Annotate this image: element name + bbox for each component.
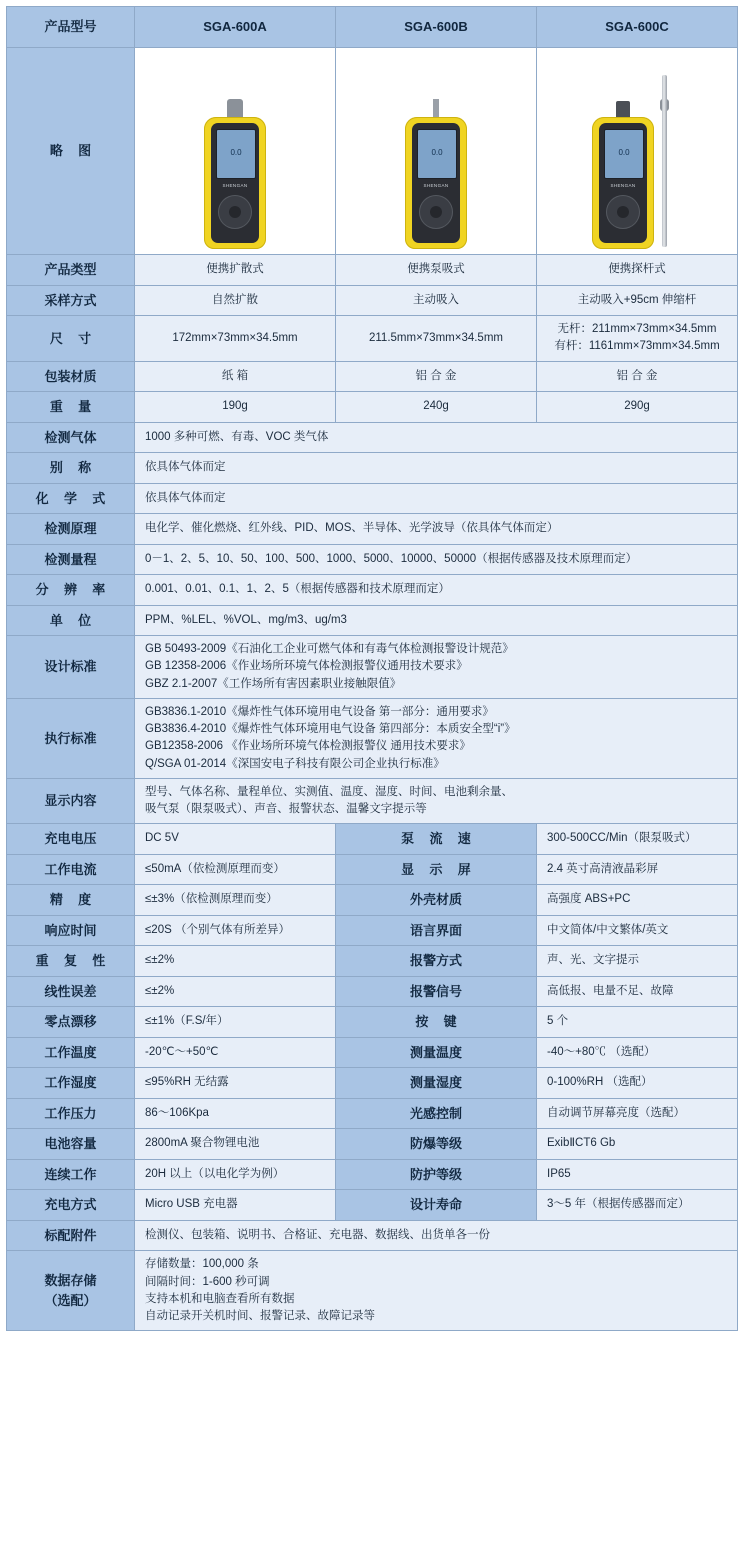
cell-line: GB 50493-2009《石油化工企业可燃气体和有毒气体检测报警设计规范》 [145,643,514,655]
row-value-防爆等级: ExibⅡCT6 Gb [537,1129,738,1160]
row-label-line: 数据存储 [44,1273,97,1289]
cell-line: GB3836.4-2010《爆炸性气体环境用电气设备 第四部分：本质安全型“i”》 [145,723,516,735]
row-value-测量湿度: 0-100%RH （选配） [537,1068,738,1099]
row-value-尺寸-1: 172mm×73mm×34.5mm [135,316,336,362]
table-row [7,605,738,636]
cell-line: 自动记录开关机时间、报警记录、故障记录等 [145,1310,375,1322]
row-label-零点漂移: 零点漂移 [7,1007,135,1038]
cell-line: GB 12358-2006《作业场所环境气体检测报警仪通用技术要求》 [145,660,468,673]
table-row [7,392,738,423]
model-a: SGA-600A [135,7,336,48]
table-row [7,1129,738,1160]
row-label-响应时间: 响应时间 [7,915,135,946]
device-image-c [537,48,738,255]
device-brand-b: SHENGAN [423,183,449,188]
row-value-显示屏: 2.4 英寸高清液晶彩屏 [537,854,738,885]
row-value-检测气体: 1000 多种可燃、有毒、VOC 类气体 [135,422,738,453]
row-value-报警信号: 高低报、电量不足、故障 [537,976,738,1007]
row-label-语言界面: 语言界面 [336,915,537,946]
row-value-尺寸-3 [537,316,738,362]
cell-line: 间隔时间：1-600 秒可调 [145,1275,270,1288]
row-value-检测原理: 电化学、催化燃烧、红外线、PID、MOS、半导体、光学波导（依具体气体而定） [135,514,738,545]
row-value-报警方式: 声、光、文字提示 [537,946,738,977]
row-label-exec-standard: 执行标准 [7,698,135,778]
table-body [7,7,738,1331]
device-brand-a: SHENGAN [222,183,248,188]
row-value-测量温度: -40～+80℃ （选配） [537,1037,738,1068]
table-row [7,854,738,885]
specification-table [6,6,738,1331]
table-row [7,698,738,778]
cell-line: GB3836.1-2010《爆炸性气体环境用电气设备 第一部分：通用要求》 [145,705,494,718]
cell-line: 存储数量：100,000 条 [145,1258,259,1271]
row-value-采样方式-3: 主动吸入+95cm 伸缩杆 [537,285,738,316]
row-value-响应时间: ≤20S （个别气体有所差异） [135,915,336,946]
row-label-工作温度: 工作温度 [7,1037,135,1068]
row-label-重复性: 重 复 性 [7,946,135,977]
row-label-防护等级: 防护等级 [336,1159,537,1190]
table-row [7,453,738,484]
row-label-线性误差: 线性误差 [7,976,135,1007]
table-row [7,636,738,699]
table-row [7,422,738,453]
cell-line: GBZ 2.1-2007《工作场所有害因素职业接触限值》 [145,677,402,690]
row-label-按键: 按 键 [336,1007,537,1038]
row-value-exec-standard [135,698,738,778]
row-label-报警信号: 报警信号 [336,976,537,1007]
row-value-包装材质-3: 铝 合 金 [537,361,738,392]
row-value-accessories: 检测仪、包装箱、说明书、合格证、充电器、数据线、出货单各一份 [135,1220,738,1251]
row-label-检测气体: 检测气体 [7,422,135,453]
row-value-电池容量: 2800mA 聚合物锂电池 [135,1129,336,1160]
table-row-model [7,7,738,48]
row-label-设计寿命: 设计寿命 [336,1190,537,1221]
row-value-充电电压: DC 5V [135,824,336,855]
row-value-分辨率: 0.001、0.01、0.1、1、2、5（根据传感器和技术原理而定） [135,575,738,606]
row-label-accessories: 标配附件 [7,1220,135,1251]
table-row [7,824,738,855]
table-row [7,361,738,392]
row-value-重量-1: 190g [135,392,336,423]
cell-line: 有杆：1161mm×73mm×34.5mm [554,340,720,353]
row-label-测量温度: 测量温度 [336,1037,537,1068]
table-row [7,946,738,977]
row-value-光感控制: 自动调节屏幕亮度（选配） [537,1098,738,1129]
row-value-工作压力: 86～106Kpa [135,1098,336,1129]
row-value-重量-2: 240g [336,392,537,423]
table-row [7,1098,738,1129]
row-value-零点漂移: ≤±1%（F.S/年） [135,1007,336,1038]
row-label-分辨率: 分 辨 率 [7,575,135,606]
row-label-line: （选配） [44,1292,97,1308]
row-value-语言界面: 中文简体/中文繁体/英文 [537,915,738,946]
row-value-产品类型-3: 便携探杆式 [537,255,738,286]
row-value-泵流速: 300-500CC/Min（限泵吸式） [537,824,738,855]
row-label-重量: 重 量 [7,392,135,423]
device-reading-b: 0.0 [431,148,443,157]
table-row [7,1068,738,1099]
row-value-检测量程: 0－1、2、5、10、50、100、500、1000、5000、10000、50000（根据传感器及技术原理而定） [135,544,738,575]
row-value-别称: 依具体气体而定 [135,453,738,484]
row-label-别称: 别 称 [7,453,135,484]
cell-line: 支持本机和电脑查看所有数据 [145,1292,295,1305]
row-value-工作湿度: ≤95%RH 无结露 [135,1068,336,1099]
row-label-data-storage [7,1251,135,1331]
model-c: SGA-600C [537,7,738,48]
row-label-防爆等级: 防爆等级 [336,1129,537,1160]
row-value-外壳材质: 高强度 ABS+PC [537,885,738,916]
table-row [7,778,738,824]
device-reading-a: 0.0 [230,148,242,157]
row-label-包装材质: 包装材质 [7,361,135,392]
row-label-display-content: 显示内容 [7,778,135,824]
row-value-产品类型-2: 便携泵吸式 [336,255,537,286]
row-label-检测量程: 检测量程 [7,544,135,575]
table-row [7,1220,738,1251]
row-label-采样方式: 采样方式 [7,285,135,316]
row-label-检测原理: 检测原理 [7,514,135,545]
row-value-防护等级: IP65 [537,1159,738,1190]
row-label-泵流速: 泵 流 速 [336,824,537,855]
row-label-工作湿度: 工作湿度 [7,1068,135,1099]
table-row [7,316,738,362]
row-label-光感控制: 光感控制 [336,1098,537,1129]
row-label-连续工作: 连续工作 [7,1159,135,1190]
row-value-重量-3: 290g [537,392,738,423]
table-row [7,255,738,286]
row-label-显示屏: 显 示 屏 [336,854,537,885]
row-label-化学式: 化 学 式 [7,483,135,514]
table-row [7,1007,738,1038]
table-row [7,1037,738,1068]
device-keypad-icon [218,195,252,229]
cell-line: GB12358-2006 《作业场所环境气体检测报警仪 通用技术要求》 [145,740,471,753]
row-value-design-standard [135,636,738,699]
row-label-单位: 单 位 [7,605,135,636]
device-image-a [135,48,336,255]
device-keypad-icon [419,195,453,229]
row-label-报警方式: 报警方式 [336,946,537,977]
row-value-连续工作: 20H 以上（以电化学为例） [135,1159,336,1190]
row-value-采样方式-2: 主动吸入 [336,285,537,316]
table-row [7,575,738,606]
row-label-充电方式: 充电方式 [7,1190,135,1221]
table-row [7,285,738,316]
row-value-尺寸-2: 211.5mm×73mm×34.5mm [336,316,537,362]
row-value-线性误差: ≤±2% [135,976,336,1007]
row-label-diagram: 略 图 [7,48,135,255]
row-label-产品类型: 产品类型 [7,255,135,286]
table-row [7,1251,738,1331]
device-keypad-icon [606,195,640,229]
cell-line: Q/SGA 01-2014《深国安电子科技有限公司企业执行标准》 [145,757,445,770]
row-value-设计寿命: 3～5 年（根据传感器而定） [537,1190,738,1221]
row-label-电池容量: 电池容量 [7,1129,135,1160]
model-b: SGA-600B [336,7,537,48]
table-row [7,1190,738,1221]
row-value-data-storage [135,1251,738,1331]
row-label-model: 产品型号 [7,7,135,48]
row-value-精度: ≤±3%（依检测原理而变） [135,885,336,916]
table-row [7,885,738,916]
cell-line: 吸气泵（限泵吸式）、声音、报警状态、温馨文字提示等 [145,803,427,815]
row-value-充电方式: Micro USB 充电器 [135,1190,336,1221]
row-value-重复性: ≤±2% [135,946,336,977]
row-value-display-content [135,778,738,824]
row-label-外壳材质: 外壳材质 [336,885,537,916]
cell-line: 无杆：211mm×73mm×34.5mm [557,323,717,335]
row-value-单位: PPM、%LEL、%VOL、mg/m3、ug/m3 [135,605,738,636]
row-label-精度: 精 度 [7,885,135,916]
row-label-充电电压: 充电电压 [7,824,135,855]
table-row [7,976,738,1007]
row-value-工作温度: -20℃～+50℃ [135,1037,336,1068]
row-value-按键: 5 个 [537,1007,738,1038]
table-row [7,544,738,575]
extension-probe-icon [662,75,667,247]
row-value-化学式: 依具体气体而定 [135,483,738,514]
table-row [7,1159,738,1190]
row-label-design-standard: 设计标准 [7,636,135,699]
device-image-b [336,48,537,255]
table-row-image [7,48,738,255]
row-value-采样方式-1: 自然扩散 [135,285,336,316]
row-label-工作压力: 工作压力 [7,1098,135,1129]
row-value-工作电流: ≤50mA（依检测原理而变） [135,854,336,885]
table-row [7,915,738,946]
device-brand-c: SHENGAN [610,183,636,188]
row-label-工作电流: 工作电流 [7,854,135,885]
row-value-包装材质-2: 铝 合 金 [336,361,537,392]
cell-line: 型号、气体名称、量程单位、实测值、温度、湿度、时间、电池剩余量、 [145,785,513,798]
device-reading-c: 0.0 [618,148,630,157]
row-value-包装材质-1: 纸 箱 [135,361,336,392]
row-value-产品类型-1: 便携扩散式 [135,255,336,286]
row-label-尺寸: 尺 寸 [7,316,135,362]
table-row [7,483,738,514]
table-row [7,514,738,545]
row-label-测量湿度: 测量湿度 [336,1068,537,1099]
